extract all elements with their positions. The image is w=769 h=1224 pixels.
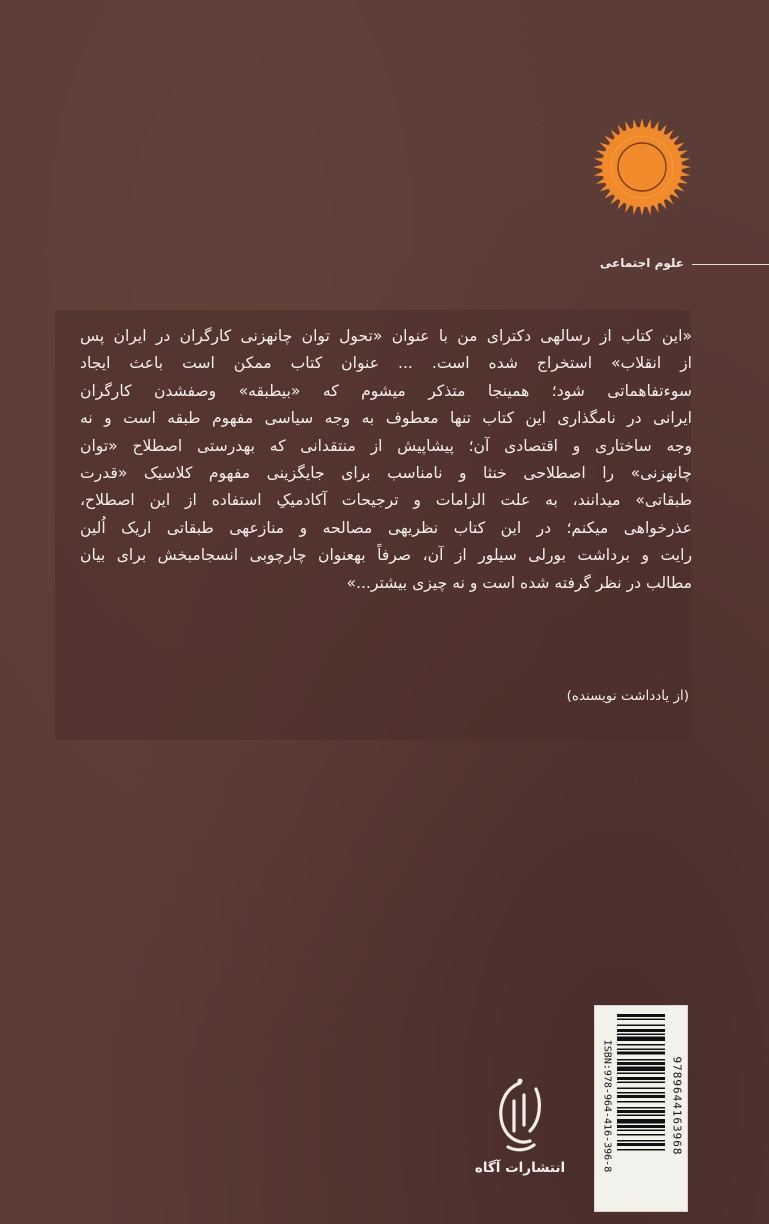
sun-ray bbox=[594, 171, 605, 176]
sun-ray bbox=[639, 205, 644, 216]
barcode-bar bbox=[617, 1110, 665, 1113]
barcode-bar bbox=[617, 1125, 665, 1128]
barcode-bar bbox=[617, 1044, 665, 1046]
sun-ray bbox=[679, 171, 690, 176]
barcode-bar bbox=[617, 1143, 665, 1146]
barcode-bar bbox=[617, 1101, 665, 1103]
barcode-bar bbox=[617, 1082, 665, 1084]
publisher-name: انتشارات آگاه bbox=[474, 1160, 566, 1176]
quote-line: رایت و برداشت بورلی سیلور از آن، صرفاً بهعنوان چارچوبی انسجامبخش برای بیان bbox=[80, 546, 692, 565]
sun-ray bbox=[679, 158, 690, 163]
barcode-bar bbox=[617, 1049, 665, 1051]
barcode-bar bbox=[617, 1029, 665, 1032]
barcode-bar bbox=[617, 1115, 665, 1117]
isbn-text: ISBN:978-964-416-396-8 bbox=[601, 1039, 613, 1173]
barcode-bar bbox=[617, 1134, 665, 1136]
barcode-bar bbox=[617, 1037, 665, 1042]
barcode-bar bbox=[617, 1107, 665, 1109]
barcode-bar bbox=[617, 1062, 665, 1065]
barcode-bar bbox=[617, 1067, 665, 1072]
sun-ray bbox=[633, 204, 638, 215]
sun-ray bbox=[646, 204, 651, 215]
sun-emblem-icon bbox=[592, 117, 692, 217]
ean-number: 9789644163968 bbox=[670, 1056, 684, 1156]
quote-line: چانهزنی» را اصطلاحی خنثا و نامناسب برای جایگزینی مفهوم کلاسیک «قدرت bbox=[80, 463, 692, 482]
quote-attribution: (از یادداشت نویسنده) bbox=[566, 688, 689, 704]
blurb-quote bbox=[80, 323, 692, 597]
quote-line: از انقلاب» استخراج شده است. ... عنوان کتاب ممکن است باعث ایجاد bbox=[80, 354, 692, 373]
quote-line: طبقاتی» میدانند، به علت الزامات و ترجیحات آکادمیکِ استفاده از این اصطلاح، bbox=[80, 491, 692, 510]
sun-ray bbox=[633, 119, 638, 130]
barcode-bar bbox=[617, 1130, 665, 1132]
barcode-bar bbox=[617, 1052, 665, 1055]
barcode-bar bbox=[617, 1095, 665, 1098]
barcode-bar bbox=[617, 1088, 665, 1090]
sun-ray bbox=[646, 119, 651, 130]
barcode-bar bbox=[617, 1059, 665, 1061]
series-divider bbox=[692, 264, 769, 265]
quote-line: «این کتاب از رسالهی دکترای من با عنوان «تحول توان چانهزنی کارگران در ایران پس bbox=[80, 327, 692, 345]
barcode-bar bbox=[617, 1014, 665, 1017]
barcode-bars bbox=[615, 1012, 667, 1204]
quote-line: عذرخواهی میکنم؛ در این کتاب نظریهی مصالحه و منازعهی طبقاتی اریک اُلین bbox=[80, 518, 692, 537]
barcode-bar bbox=[617, 1077, 665, 1080]
quote-line: ایرانی در نامگذاری این کتاب تنها معطوف به وجه سیاسی مفهوم طبقه است و نه bbox=[80, 409, 692, 428]
barcode-bar bbox=[617, 1073, 665, 1075]
barcode-bar bbox=[617, 1092, 665, 1094]
quote-line: وجه ساختاری و اقتصادی آن؛ پیشاپیش از منتقدانی که بهدرستی اصطلاح «توان bbox=[80, 436, 692, 455]
barcode-bar bbox=[617, 1025, 665, 1027]
publisher-logo-icon bbox=[490, 1075, 550, 1155]
isbn-barcode bbox=[594, 1005, 688, 1212]
barcode-bar bbox=[617, 1034, 665, 1036]
sun-ray bbox=[639, 118, 644, 129]
barcode-bar bbox=[617, 1019, 665, 1021]
barcode-bar bbox=[617, 1149, 665, 1151]
quote-line: سوءتفاهماتی شود؛ همینجا متذکر میشوم که «بیطبقه» وصفشدن کارگران bbox=[80, 381, 692, 400]
sun-ray bbox=[594, 158, 605, 163]
sun-ray bbox=[593, 164, 604, 169]
series-label: علوم اجتماعی bbox=[599, 256, 684, 270]
quote-line: مطالب در نظر گرفته شده است و نه چیزی بیشتر...» bbox=[346, 573, 692, 592]
barcode-bar bbox=[617, 1140, 665, 1142]
sun-ray bbox=[680, 164, 691, 169]
barcode-bar bbox=[617, 1119, 665, 1124]
